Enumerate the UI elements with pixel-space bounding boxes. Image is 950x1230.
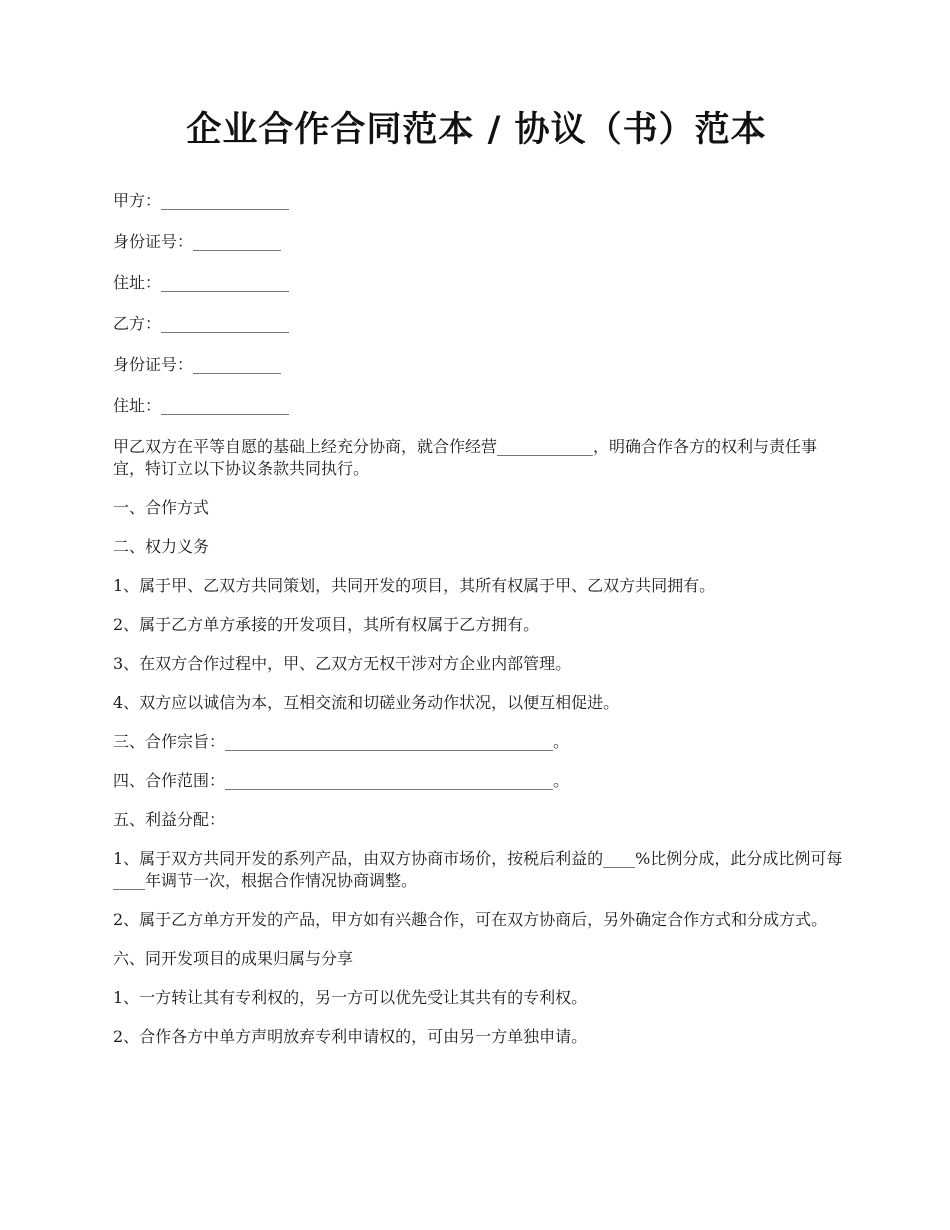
clause-paragraph: 2、属于乙方单方承接的开发项目，其所有权属于乙方拥有。 [113,615,540,634]
section-heading-cooperation-mode: 一、合作方式 [113,498,210,517]
document-title: 企业合作合同范本 / 协议（书）范本 [186,110,767,150]
section-heading-scope: 四、合作范围：_________________________________________。 [113,771,570,790]
party-a-address-line: 住址：________________ [113,273,290,292]
party-a-name-line: 甲方：________________ [113,191,290,210]
clause-paragraph: 2、合作各方中单方声明放弃专利申请权的，可由另一方单独申请。 [113,1027,588,1046]
section-heading-purpose: 三、合作宗旨：_________________________________________。 [113,732,570,751]
clause-paragraph: 1、一方转让其有专利权的，另一方可以优先受让其共有的专利权。 [113,988,588,1007]
party-b-address-line: 住址：________________ [113,396,290,415]
section-heading-results-ownership: 六、同开发项目的成果归属与分享 [113,949,354,968]
clause-paragraph: 2、属于乙方单方开发的产品，甲方如有兴趣合作，可在双方协商后，另外确定合作方式和分成方式。 [113,910,828,929]
party-b-id-line: 身份证号：___________ [113,355,282,374]
clause-paragraph: 1、属于双方共同开发的系列产品，由双方协商市场价，按税后利益的____%比例分成，此分成比例可每____年调节一次，根据合作情况协商调整。 [113,849,843,890]
section-heading-rights-obligations: 二、权力义务 [113,537,210,556]
party-a-id-line: 身份证号：___________ [113,232,282,251]
section-heading-profit-distribution: 五、利益分配： [113,810,226,829]
clause-paragraph: 1、属于甲、乙双方共同策划，共同开发的项目，其所有权属于甲、乙双方共同拥有。 [113,576,716,595]
clause-paragraph: 4、双方应以诚信为本，互相交流和切磋业务动作状况，以便互相促进。 [113,693,620,712]
intro-paragraph: 甲乙双方在平等自愿的基础上经充分协商，就合作经营____________，明确合作各方的权利与责任事宜，特订立以下协议条款共同执行。 [113,437,818,478]
clause-paragraph: 3、在双方合作过程中，甲、乙双方无权干涉对方企业内部管理。 [113,654,572,673]
party-b-name-line: 乙方：________________ [113,314,290,333]
